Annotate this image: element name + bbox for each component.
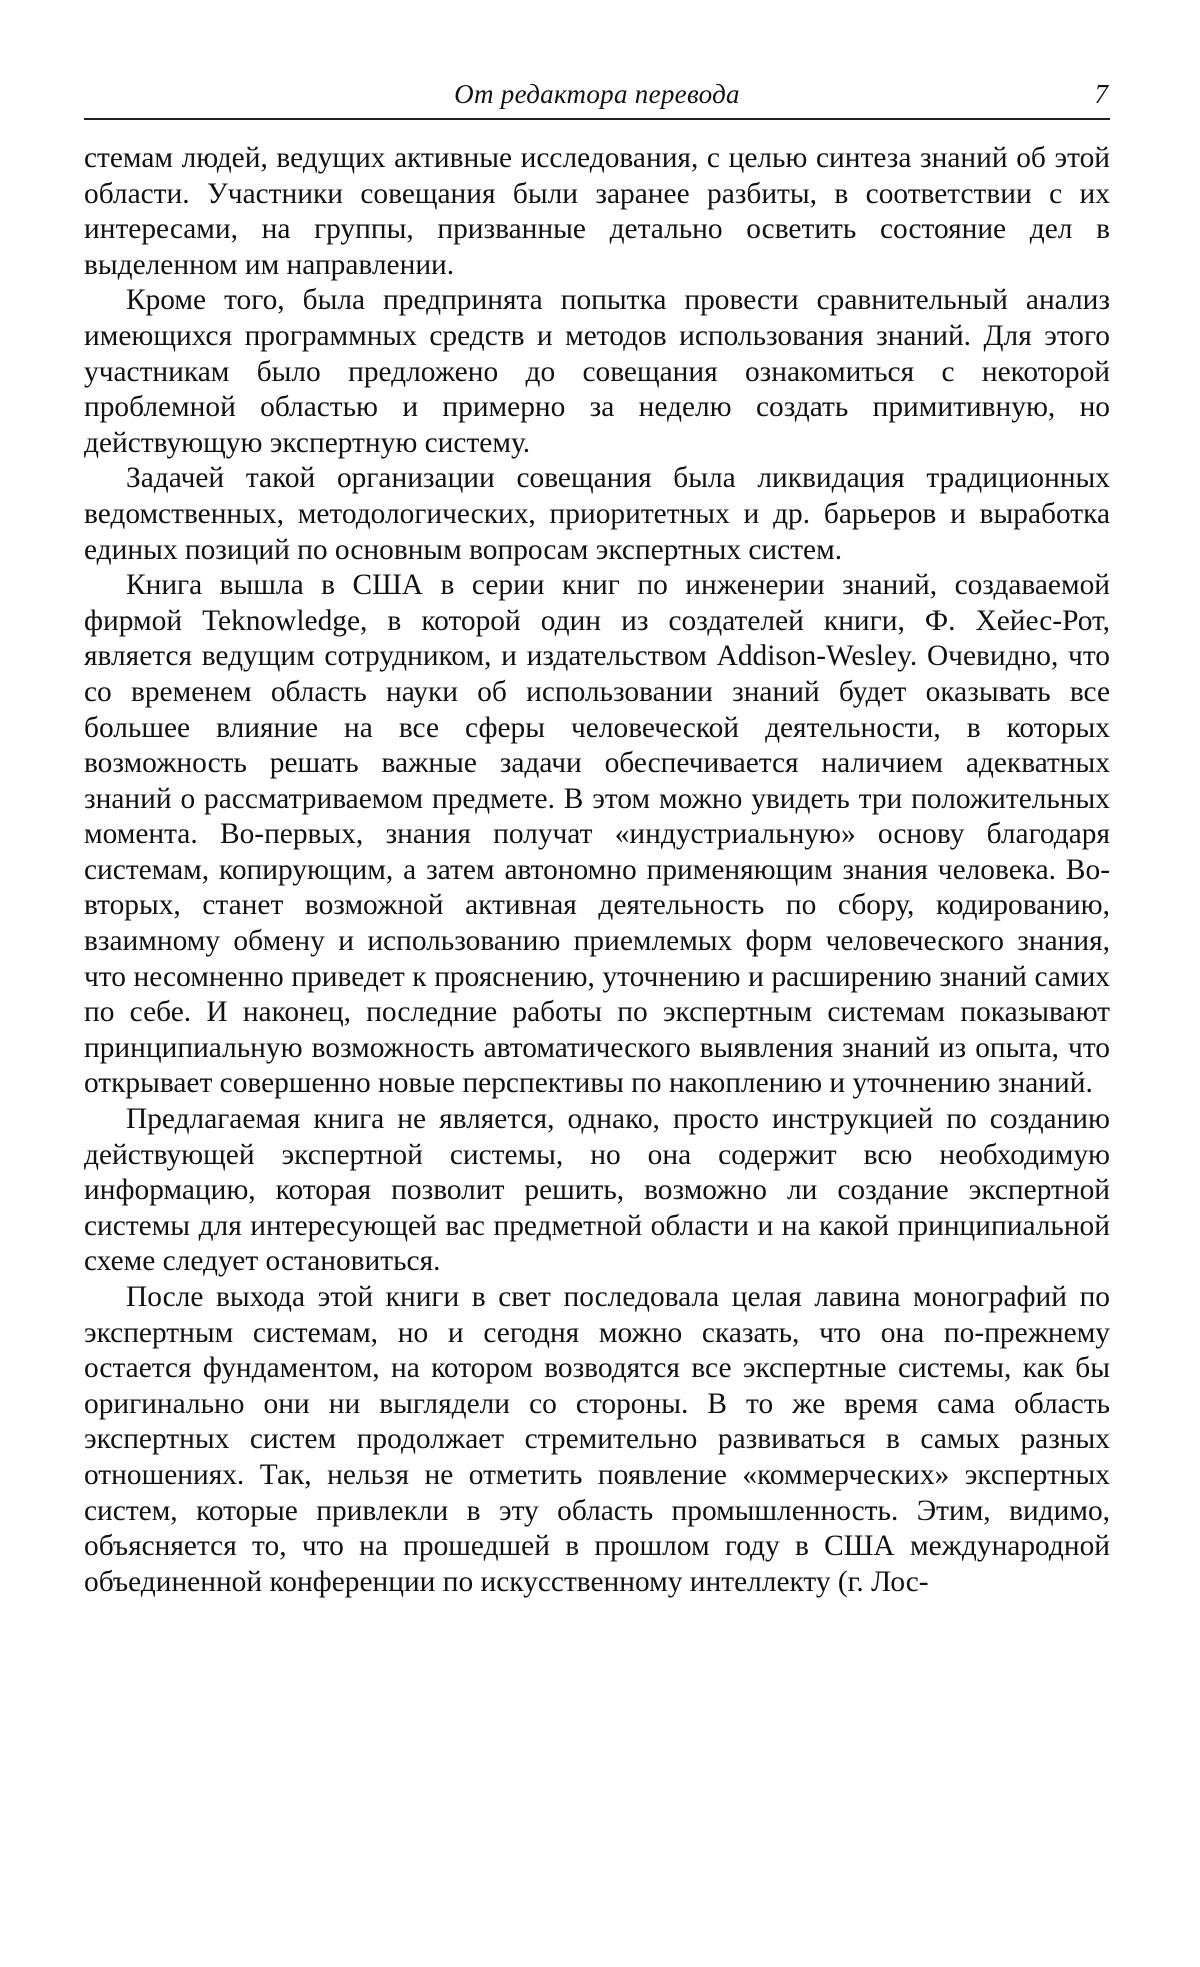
paragraph-5: Предлагаемая книга не является, однако, просто инструкцией по созданию действующей экспертной системы, но она содержит всю необходимую информацию, которая позволит решить, возможно ли создание экспертной системы для интересующей вас предметной области и на какой принципиальной схеме следует остановиться. bbox=[84, 1103, 1110, 1278]
running-title: От редактора перевода bbox=[454, 79, 740, 109]
paragraph-4: Книга вышла в США в серии книг по инженерии знаний, создаваемой фирмой Teknowledge, в которой один из создателей книги, Ф. Хейес-Рот, является ведущим сотрудником, и издательством Addison-Wesley. Очевидно, что со временем область науки об использовании знаний будет оказывать все большее влияние на все сферы человеческой деятельности, в которых возможность решать важные задачи обеспечивается наличием адекватных знаний о рассматриваемом предмете. В этом можно увидеть три положительных момента. Во-первых, знания получат «индустриальную» основу благодаря системам, копирующим, а затем автономно применяющим знания человека. Во-вторых, станет возможной активная деятельность по сбору, кодированию, взаимному обмену и использованию приемлемых форм человеческого знания, что несомненно приведет к прояснению, уточнению и расширению знаний самих по себе. И наконец, последние работы по экспертным системам показывают принципиальную возможность автоматического выявления знаний из опыта, что открывает совершенно новые перспективы по накоплению и уточнению знаний. bbox=[84, 569, 1110, 1100]
body-text bbox=[84, 141, 1110, 1600]
paragraph-1: стемам людей, ведущих активные исследования, с целью синтеза знаний об этой области. Участники совещания были заранее разбиты, в соответствии с их интересами, на группы, призванные детально осветить состояние дел в выделенном им направлении. bbox=[84, 142, 1110, 281]
page-number: 7 bbox=[1094, 79, 1108, 109]
paragraph-3: Задачей такой организации совещания была ликвидация традиционных ведомственных, методологических, приоритетных и др. барьеров и выработка единых позиций по основным вопросам экспертных систем. bbox=[84, 462, 1110, 566]
paragraph-2: Кроме того, была предпринята попытка провести сравнительный анализ имеющихся программных средств и методов использования знаний. Для этого участникам было предложено до совещания ознакомиться с некоторой проблемной областью и примерно за неделю создать примитивную, но действующую экспертную систему. bbox=[84, 284, 1110, 459]
paragraph-6: После выхода этой книги в свет последовала целая лавина монографий по экспертным системам, но и сегодня можно сказать, что она по-прежнему остается фундаментом, на котором возводятся все экспертные системы, как бы оригинально они ни выглядели со стороны. В то же время сама область экспертных систем продолжает стремительно развиваться в самых разных отношениях. Так, нельзя не отметить появление «коммерческих» экспертных систем, которые привлекли в эту область промышленность. Этим, видимо, объясняется то, что на прошедшей в прошлом году в США международной объединенной конференции по искусственному интеллекту (г. Лос- bbox=[84, 1281, 1110, 1598]
running-header bbox=[84, 74, 1110, 120]
